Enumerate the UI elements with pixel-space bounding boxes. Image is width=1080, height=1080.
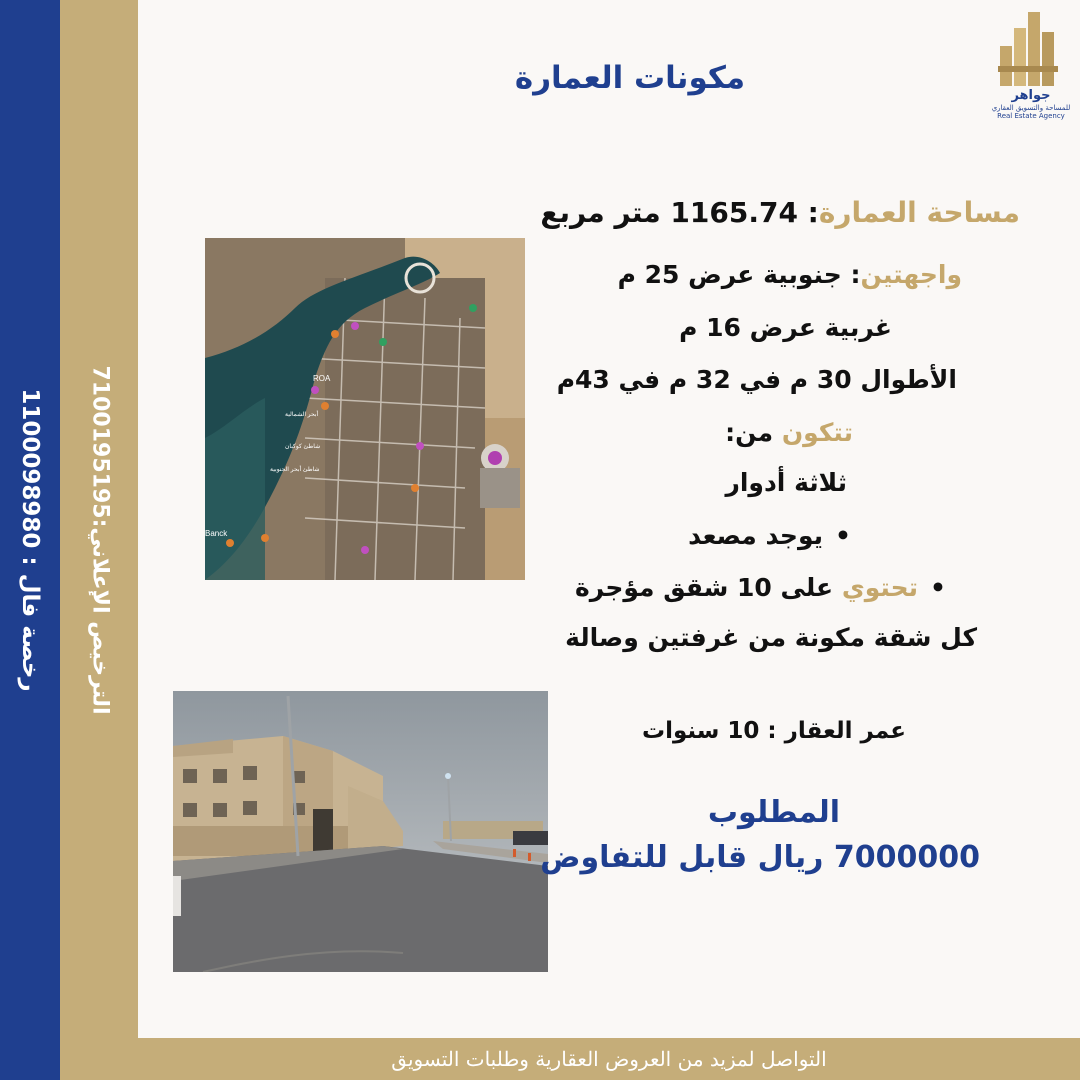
lengths: الأطوال 30 م في 32 م في 43م [556, 365, 957, 394]
facades-label: واجهتين [860, 260, 962, 289]
map-label-beach1: شاطئ كوكبان [285, 444, 321, 450]
property-age: عمر العقار : 10 سنوات [641, 718, 906, 744]
contains-label: تحتوي [841, 573, 919, 602]
consists-suffix: من: [725, 418, 782, 447]
map-label-district: أبحر الشمالية [285, 412, 319, 418]
location-map [205, 238, 525, 580]
brand-name: جواهر [1011, 88, 1051, 103]
facade-south: : جنوبية عرض 25 م [617, 260, 861, 289]
footer-text: التواصل لمزيد من العروض العقارية وطلبات التسويق [391, 1047, 827, 1071]
bullet-elevator: • [835, 521, 851, 550]
contains-value: على 10 شقق مؤجرة [575, 573, 842, 602]
brand-english: Real Estate Agency [997, 112, 1065, 120]
map-label-bank: Banck [205, 529, 228, 538]
elevator: يوجد مصعد [688, 521, 824, 550]
elevator-line [688, 521, 851, 550]
each-apartment: كل شقة مكونة من غرفتين وصالة [565, 623, 977, 652]
price-value: 7000000 ريال قابل للتفاوض [540, 840, 980, 875]
page-title: مكونات العمارة [514, 60, 746, 96]
footer-banner [138, 1038, 1080, 1080]
area-line [540, 196, 1020, 229]
map-label-beach2: شاطئ أبحر الجنوبية [270, 467, 320, 473]
map-label-road: ROA [313, 374, 331, 383]
consists-line [725, 418, 853, 447]
ad-license-number: الترخيص الإعلاني:7100195195 [87, 365, 113, 715]
price-label: المطلوب [707, 795, 840, 830]
floors: ثلاثة أدوار [725, 468, 847, 497]
license-number: رخصة فال : 1100098980 [17, 388, 43, 692]
area-label: مساحة العمارة [818, 196, 1020, 229]
facade-west: غربية عرض 16 م [679, 313, 892, 342]
bullet-contains: • [930, 573, 946, 602]
facades-line [618, 260, 962, 289]
brand-tagline: للمساحة والتسويق العقاري [991, 104, 1071, 112]
area-value: : 1165.74 متر مربع [540, 196, 819, 229]
consists-label: تتكون [781, 418, 853, 447]
building-photo [173, 691, 548, 972]
contains-line [575, 573, 946, 602]
